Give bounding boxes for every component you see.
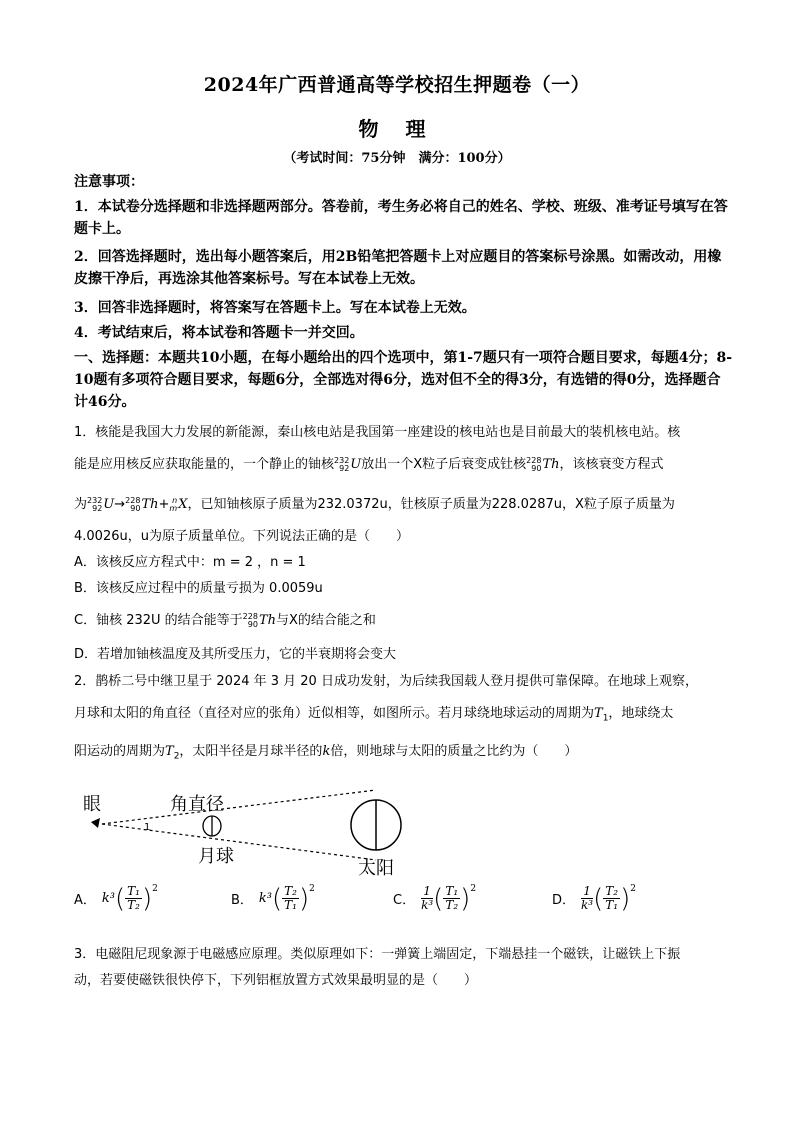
equation-x-particle: n m X [169,495,188,513]
q1-line1: 1．核能是我国大力发展的新能源，秦山核电站是我国第一座建设的核电站也是目前最大的装机核电站。核 [74,425,681,440]
notice-item-4: 4．考试结束后，将本试卷和答题卡一并交回。 [74,325,364,341]
angle-label: 角直径 [170,794,224,815]
notice-item-1: 1．本试卷分选择题和非选择题两部分。答卷前，考生务必将自己的姓名、学校、班级、准考证号填写在答题卡上。 [74,199,728,237]
q1-line2-text-a: 能是应用核反应获取能量的，一个静止的铀核 [74,457,335,472]
eye-icon [91,818,100,828]
subject-title: 物 理 [358,117,436,141]
figure-svg [78,780,408,880]
q2-option-c: C． $\frac{1}{\text{k³}}$ ( $\frac{\text{T₁}}{\text{T₂}}$ ) 2 [393,883,477,914]
moon-label: 月球 [198,846,234,867]
equation-thorium: 228 90 Th [125,495,159,513]
eye-label: 眼 [83,794,101,815]
q1-option-b: B．该核反应过程中的质量亏损为 0.0059u [74,581,323,596]
option-c-thorium: 228 90 Th [242,611,276,629]
angular-diameter-figure [78,780,408,880]
exam-title: 2024年广西普通高等学校招生押题卷（一） [203,74,591,96]
q2-option-d: D． $\frac{1}{\text{k³}}$ ( $\frac{\text{T₂}}{\text{T₁}}$ ) 2 [552,883,636,914]
q1-option-c: C．铀核 232U 的结合能等于 228 90 Th与X的结合能之和 [74,611,376,631]
q2-option-a: A． k³ ( $\frac{\text{T₁}}{\text{T₂}}$ ) 2 [74,883,158,914]
notice-item-2: 2．回答选择题时，选出每小题答案后，用2B铅笔把答题卡上对应题目的答案标号涂黑。如需改动，用橡皮擦干净后，再选涂其他答案标号。写在本试卷上无效。 [74,249,722,287]
q3-line1: 3．电磁阻尼现象源于电磁感应原理。类似原理如下：一弹簧上端固定，下端悬挂一个磁铁，让磁铁上下振 [74,947,681,962]
q2-line1: 2．鹊桥二号中继卫星于 2024 年 3 月 20 日成功发射，为后续我国载人登月提供可靠保障。在地球上观察， [74,674,698,689]
q1-line4: 4.0026u，u为原子质量单位。下列说法正确的是（ ） [74,529,409,544]
upper-sight-line [102,790,376,824]
reaction-arrow: → [114,497,126,512]
sun-label: 太阳 [358,858,394,879]
angle-mark: 1 [144,822,151,833]
q1-option-d: D．若增加铀核温度及其所受压力，它的半衰期将会变大 [74,647,397,662]
uranium-nuclide: 232 92 U [334,455,362,473]
notice-heading: 注意事项： [74,174,144,190]
notice-item-3: 3．回答非选择题时，将答案写在答题卡上。写在本试卷上无效。 [74,300,476,316]
q1-option-a: A．该核反应方程式中：m = 2 ，n = 1 [74,555,306,570]
q1-line2 [74,455,664,475]
q1-line2-text-b: 放出一个X粒子后衰变成钍核 [361,457,527,472]
q2-line3: 阳运动的周期为$T_2$，太阳半径是月球半径的k倍，则地球与太阳的质量之比约为（ ） [74,744,578,762]
q1-line2-text-c: ，该核衰变方程式 [559,457,664,472]
q2-option-b: B． k³ ( $\frac{\text{T₂}}{\text{T₁}}$ ) 2 [231,883,315,914]
thorium-nuclide: 228 90 Th [526,455,560,473]
equation-uranium: 232 92 U [87,495,115,513]
q1-line3: 为 232 92 U→ 228 90 Th+ n m X，已知铀核原子质量为232.0372u，钍核原子质量为228.0287u，X粒子原子质量为 [74,495,675,515]
time-info: （考试时间：75分钟 满分：100分） [283,151,511,166]
section-intro: 一、选择题：本题共10小题，在每小题给出的四个选项中，第1-7题只有一项符合题目要求，每题4分；8-10题有多项符合题目要求，每题6分，全部选对得6分，选对但不全的得3分，有选错的得0分，选择题合计46分。 [74,350,733,410]
q3-line2: 动，若要使磁铁很快停下，下列铝框放置方式效果最明显的是（ ） [74,973,478,988]
q2-line2: 月球和太阳的角直径（直径对应的张角）近似相等，如图所示。若月球绕地球运动的周期为$T_1$，地球绕太 [74,706,674,724]
